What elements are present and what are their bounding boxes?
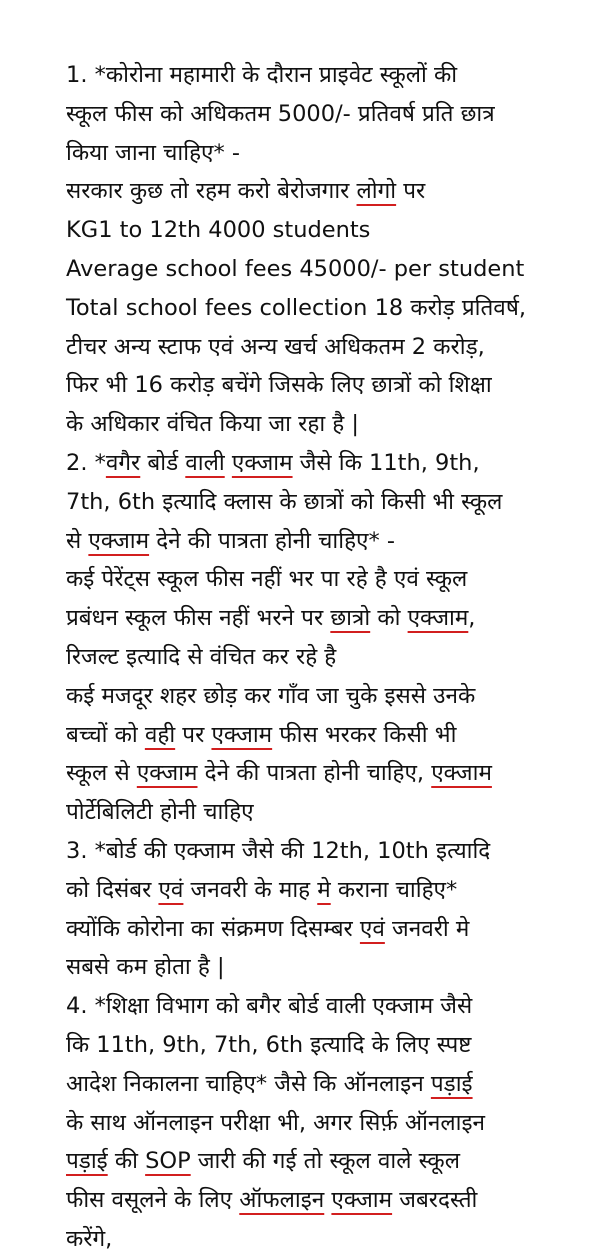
text-segment (225, 450, 232, 476)
text-segment: फिर भी 16 करोड़ बचेंगे जिसके लिए छात्रों को शिक्षा (66, 372, 492, 399)
text-segment: जैसे कि 11th, 9th, (292, 449, 480, 476)
text-line (66, 599, 611, 638)
text-line (66, 289, 611, 328)
text-line (66, 716, 611, 755)
text-line (66, 172, 611, 211)
text-segment: स्कूल फीस को अधिकतम 5000/- प्रतिवर्ष प्रति छात्र (66, 100, 495, 127)
text-segment: फीस भरकर किसी भी (272, 721, 457, 748)
text-line (66, 56, 611, 95)
spellcheck-underlined-word: एक्जाम (407, 605, 469, 632)
text-line (66, 754, 611, 793)
spellcheck-underlined-word: एक्जाम (211, 721, 273, 748)
text-line (66, 444, 611, 483)
text-segment: कराना चाहिए* (330, 876, 458, 903)
text-segment: 7th, 6th इत्यादि क्लास के छात्रों को किसी भी स्कूल (66, 488, 503, 515)
text-segment: जनवरी मे (384, 915, 470, 942)
text-line (66, 366, 611, 405)
spellcheck-underlined-word: एक्जाम (231, 449, 293, 476)
text-segment: स्कूल से (66, 760, 137, 787)
spellcheck-underlined-word: एवं (359, 915, 385, 942)
spellcheck-underlined-word: एक्जाम (88, 527, 150, 554)
text-line (66, 522, 611, 561)
spellcheck-underlined-word: वही (144, 721, 176, 748)
text-segment: टीचर अन्य स्टाफ एवं अन्य खर्च अधिकतम 2 करोड़, (66, 333, 485, 360)
spellcheck-underlined-word: वगैर (105, 449, 141, 476)
text-segment: सरकार कुछ तो रहम करो बेरोजगार (66, 178, 357, 205)
text-segment: Average school fees 45000/- per student (66, 255, 525, 282)
text-line (66, 677, 611, 716)
text-line (66, 1026, 611, 1065)
text-segment: देने की पात्रता होनी चाहिए* - (149, 527, 395, 554)
text-segment: करेंगे, (66, 1225, 113, 1252)
text-line (66, 638, 611, 677)
text-segment: जनवरी के माह (183, 876, 318, 903)
text-segment: कई पेरेंट्स स्कूल फीस नहीं भर पा रहे है एवं स्कूल (66, 566, 468, 593)
text-segment: कि 11th, 9th, 7th, 6th इत्यादि के लिए स्पष्ट (66, 1031, 472, 1058)
text-segment: 3. *बोर्ड की एक्जाम जैसे की 12th, 10th इत्यादि (66, 837, 491, 864)
spellcheck-underlined-word: पड़ाई (430, 1070, 473, 1097)
spellcheck-underlined-word: एवं (158, 876, 184, 903)
text-line (66, 1104, 611, 1143)
spellcheck-underlined-word: एक्जाम (136, 760, 198, 787)
spellcheck-underlined-word: मे (317, 876, 331, 903)
text-segment: प्रबंधन स्कूल फीस नहीं भरने पर (66, 605, 331, 632)
text-segment: , (468, 605, 476, 632)
text-segment: के अधिकार वंचित किया जा रहा है | (66, 411, 359, 438)
text-segment: बोर्ड (140, 449, 186, 476)
text-line (66, 250, 611, 289)
text-line (66, 560, 611, 599)
text-line (66, 871, 611, 910)
spellcheck-underlined-word: एक्जाम (331, 1187, 393, 1214)
text-segment: रिजल्ट इत्यादि से वंचित कर रहे है (66, 643, 337, 670)
spellcheck-underlined-word: लोगो (356, 178, 397, 205)
text-segment: को दिसंबर (66, 876, 159, 903)
text-line (66, 1220, 611, 1259)
text-line (66, 328, 611, 367)
text-line (66, 95, 611, 134)
text-segment: जारी की गई तो स्कूल वाले स्कूल (190, 1148, 460, 1175)
text-line (66, 948, 611, 987)
text-segment: आदेश निकालना चाहिए* जैसे कि ऑनलाइन (66, 1070, 431, 1097)
spellcheck-underlined-word: पड़ाई (66, 1148, 108, 1175)
message-text (66, 56, 611, 1259)
text-segment: फीस वसूलने के लिए (66, 1187, 240, 1214)
text-segment: पर (396, 178, 426, 205)
text-segment: कई मजदूर शहर छोड़ कर गाँव जा चुके इससे उनके (66, 682, 476, 709)
text-segment: से (66, 527, 89, 554)
text-line (66, 405, 611, 444)
text-line (66, 793, 611, 832)
spellcheck-underlined-word: वाली (185, 449, 225, 476)
text-line (66, 134, 611, 173)
text-segment: 2. * (66, 449, 106, 476)
text-segment: सबसे कम होता है | (66, 954, 225, 981)
text-line (66, 211, 611, 250)
text-segment: के साथ ऑनलाइन परीक्षा भी, अगर सिर्फ़ ऑनलाइन (66, 1109, 486, 1136)
spellcheck-underlined-word: छात्रो (330, 605, 371, 632)
text-line (66, 483, 611, 522)
text-segment: 4. *शिक्षा विभाग को बगैर बोर्ड वाली एक्जाम जैसे (66, 993, 473, 1020)
text-segment: पोर्टेबिलिटी होनी चाहिए (66, 799, 254, 826)
text-line (66, 987, 611, 1026)
text-segment: 1. *कोरोना महामारी के दौरान प्राइवेट स्कूलों की (66, 62, 458, 88)
text-line (66, 910, 611, 949)
text-segment: क्योंकि कोरोना का संक्रमण दिसम्बर (66, 915, 360, 942)
text-segment: देने की पात्रता होनी चाहिए, (197, 760, 432, 787)
text-segment: किया जाना चाहिए* - (66, 139, 240, 166)
text-segment: पर (175, 721, 212, 748)
text-segment: KG1 to 12th 4000 students (66, 217, 371, 244)
spellcheck-underlined-word: ऑफलाइन (239, 1187, 325, 1214)
text-line (66, 832, 611, 871)
text-segment: को (370, 605, 408, 632)
text-segment: की (107, 1148, 146, 1175)
spellcheck-underlined-word: SOP (145, 1148, 191, 1175)
text-line (66, 1065, 611, 1104)
spellcheck-underlined-word: एक्जाम (431, 760, 492, 787)
text-segment: जबरदस्ती (392, 1187, 478, 1214)
text-segment: Total school fees collection 18 करोड़ प्रतिवर्ष, (66, 294, 526, 321)
text-line (66, 1142, 611, 1181)
text-segment: बच्चों को (66, 721, 145, 748)
text-line (66, 1181, 611, 1220)
